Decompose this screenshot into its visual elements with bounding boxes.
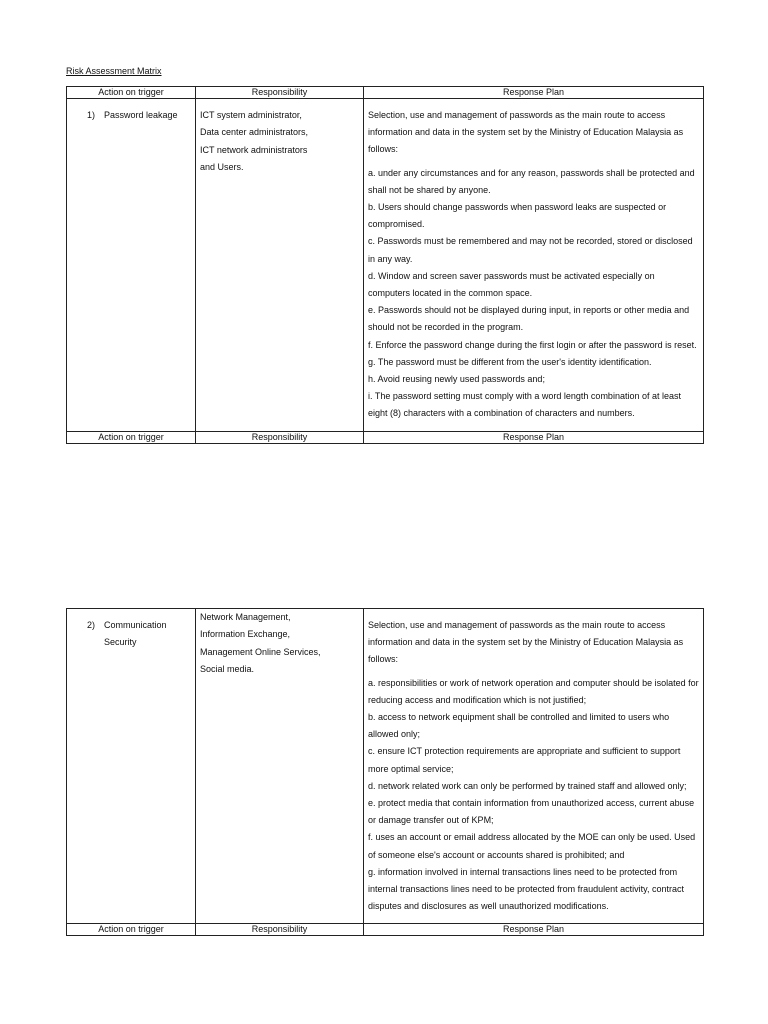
risk-matrix-table-1 [66,86,704,444]
plan-intro: Selection, use and management of passwords as the main route to access information and data in the system set by the Ministry of Education Malaysia as follows: [368,620,684,665]
plan-item: e. protect media that contain information from unauthorized access, current abuse or damage transfer out of KPM; [368,798,695,826]
table-header-row [67,87,704,99]
plan-item: g. information involved in internal transactions lines need to be protected from internal transactions lines need to be protected from fraudulent activity, contract disputes and disclosures as well unauthorized modifications. [368,866,685,912]
action-label: Password leakage [104,110,178,120]
responsibility-line: and Users. [200,161,244,172]
action-number: 1) [87,110,96,120]
plan-item: b. Users should change passwords when password leaks are suspected or compromised. [368,202,667,230]
action-number: 2) [87,620,96,630]
table-row [67,609,704,924]
table-footer-row [67,924,704,936]
responsibility-cell [196,99,364,432]
responsibility-line: Network Management, [200,612,291,622]
footer-action: Action on trigger [67,924,196,936]
responsibility-line: Social media. [200,663,255,674]
footer-plan: Response Plan [364,431,704,443]
plan-cell [364,609,704,924]
plan-item: a. under any circumstances and for any reason, passwords shall be protected and shall not be shared by anyone. [368,167,695,195]
plan-item: f. uses an account or email address allocated by the MOE can only be used. Used of someone else's account or accounts shared is prohibited; and [368,832,696,860]
responsibility-line: ICT network administrators [200,144,308,155]
plan-item: g. The password must be different from the user's identity identification. [368,356,652,367]
plan-item: c. ensure ICT protection requirements are appropriate and sufficient to support more optimal service; [368,746,681,774]
responsibility-line: Management Online Services, [200,646,321,657]
action-cell [67,609,196,924]
document-title: Risk Assessment Matrix [66,66,162,76]
header-responsibility: Responsibility [196,87,364,99]
plan-item: f. Enforce the password change during the first login or after the password is reset. [368,339,697,350]
risk-matrix-table-2 [66,608,704,936]
responsibility-line: Data center administrators, [200,127,309,138]
plan-item: i. The password setting must comply with a word length combination of at least eight (8) characters with a combination of characters and numbers. [368,391,681,419]
header-plan: Response Plan [364,87,704,99]
table-row [67,99,704,432]
plan-item: a. responsibilities or work of network operation and computer should be isolated for reducing access and modification which is not justified; [368,677,699,705]
plan-cell [364,99,704,432]
responsibility-line: Information Exchange, [200,629,291,640]
footer-responsibility: Responsibility [196,924,364,936]
plan-intro: Selection, use and management of passwords as the main route to access information and data in the system set by the Ministry of Education Malaysia as follows: [368,110,684,155]
plan-item: h. Avoid reusing newly used passwords and; [368,374,545,385]
action-cell [67,99,196,432]
footer-action: Action on trigger [67,431,196,443]
plan-item: d. Window and screen saver passwords must be activated especially on computers located in the common space. [368,270,655,299]
plan-item: d. network related work can only be performed by trained staff and allowed only; [368,780,687,791]
footer-responsibility: Responsibility [196,431,364,443]
footer-plan: Response Plan [364,924,704,936]
action-label: Communication Security [104,620,167,647]
plan-item: b. access to network equipment shall be controlled and limited to users who allowed only; [368,712,670,740]
responsibility-cell [196,609,364,924]
plan-item: c. Passwords must be remembered and may not be recorded, stored or disclosed in any way. [368,236,693,264]
plan-item: e. Passwords should not be displayed during input, in reports or other media and should not be recorded in the program. [368,305,690,333]
responsibility-line: ICT system administrator, [200,110,302,120]
header-action: Action on trigger [67,87,196,99]
table-footer-row [67,431,704,443]
